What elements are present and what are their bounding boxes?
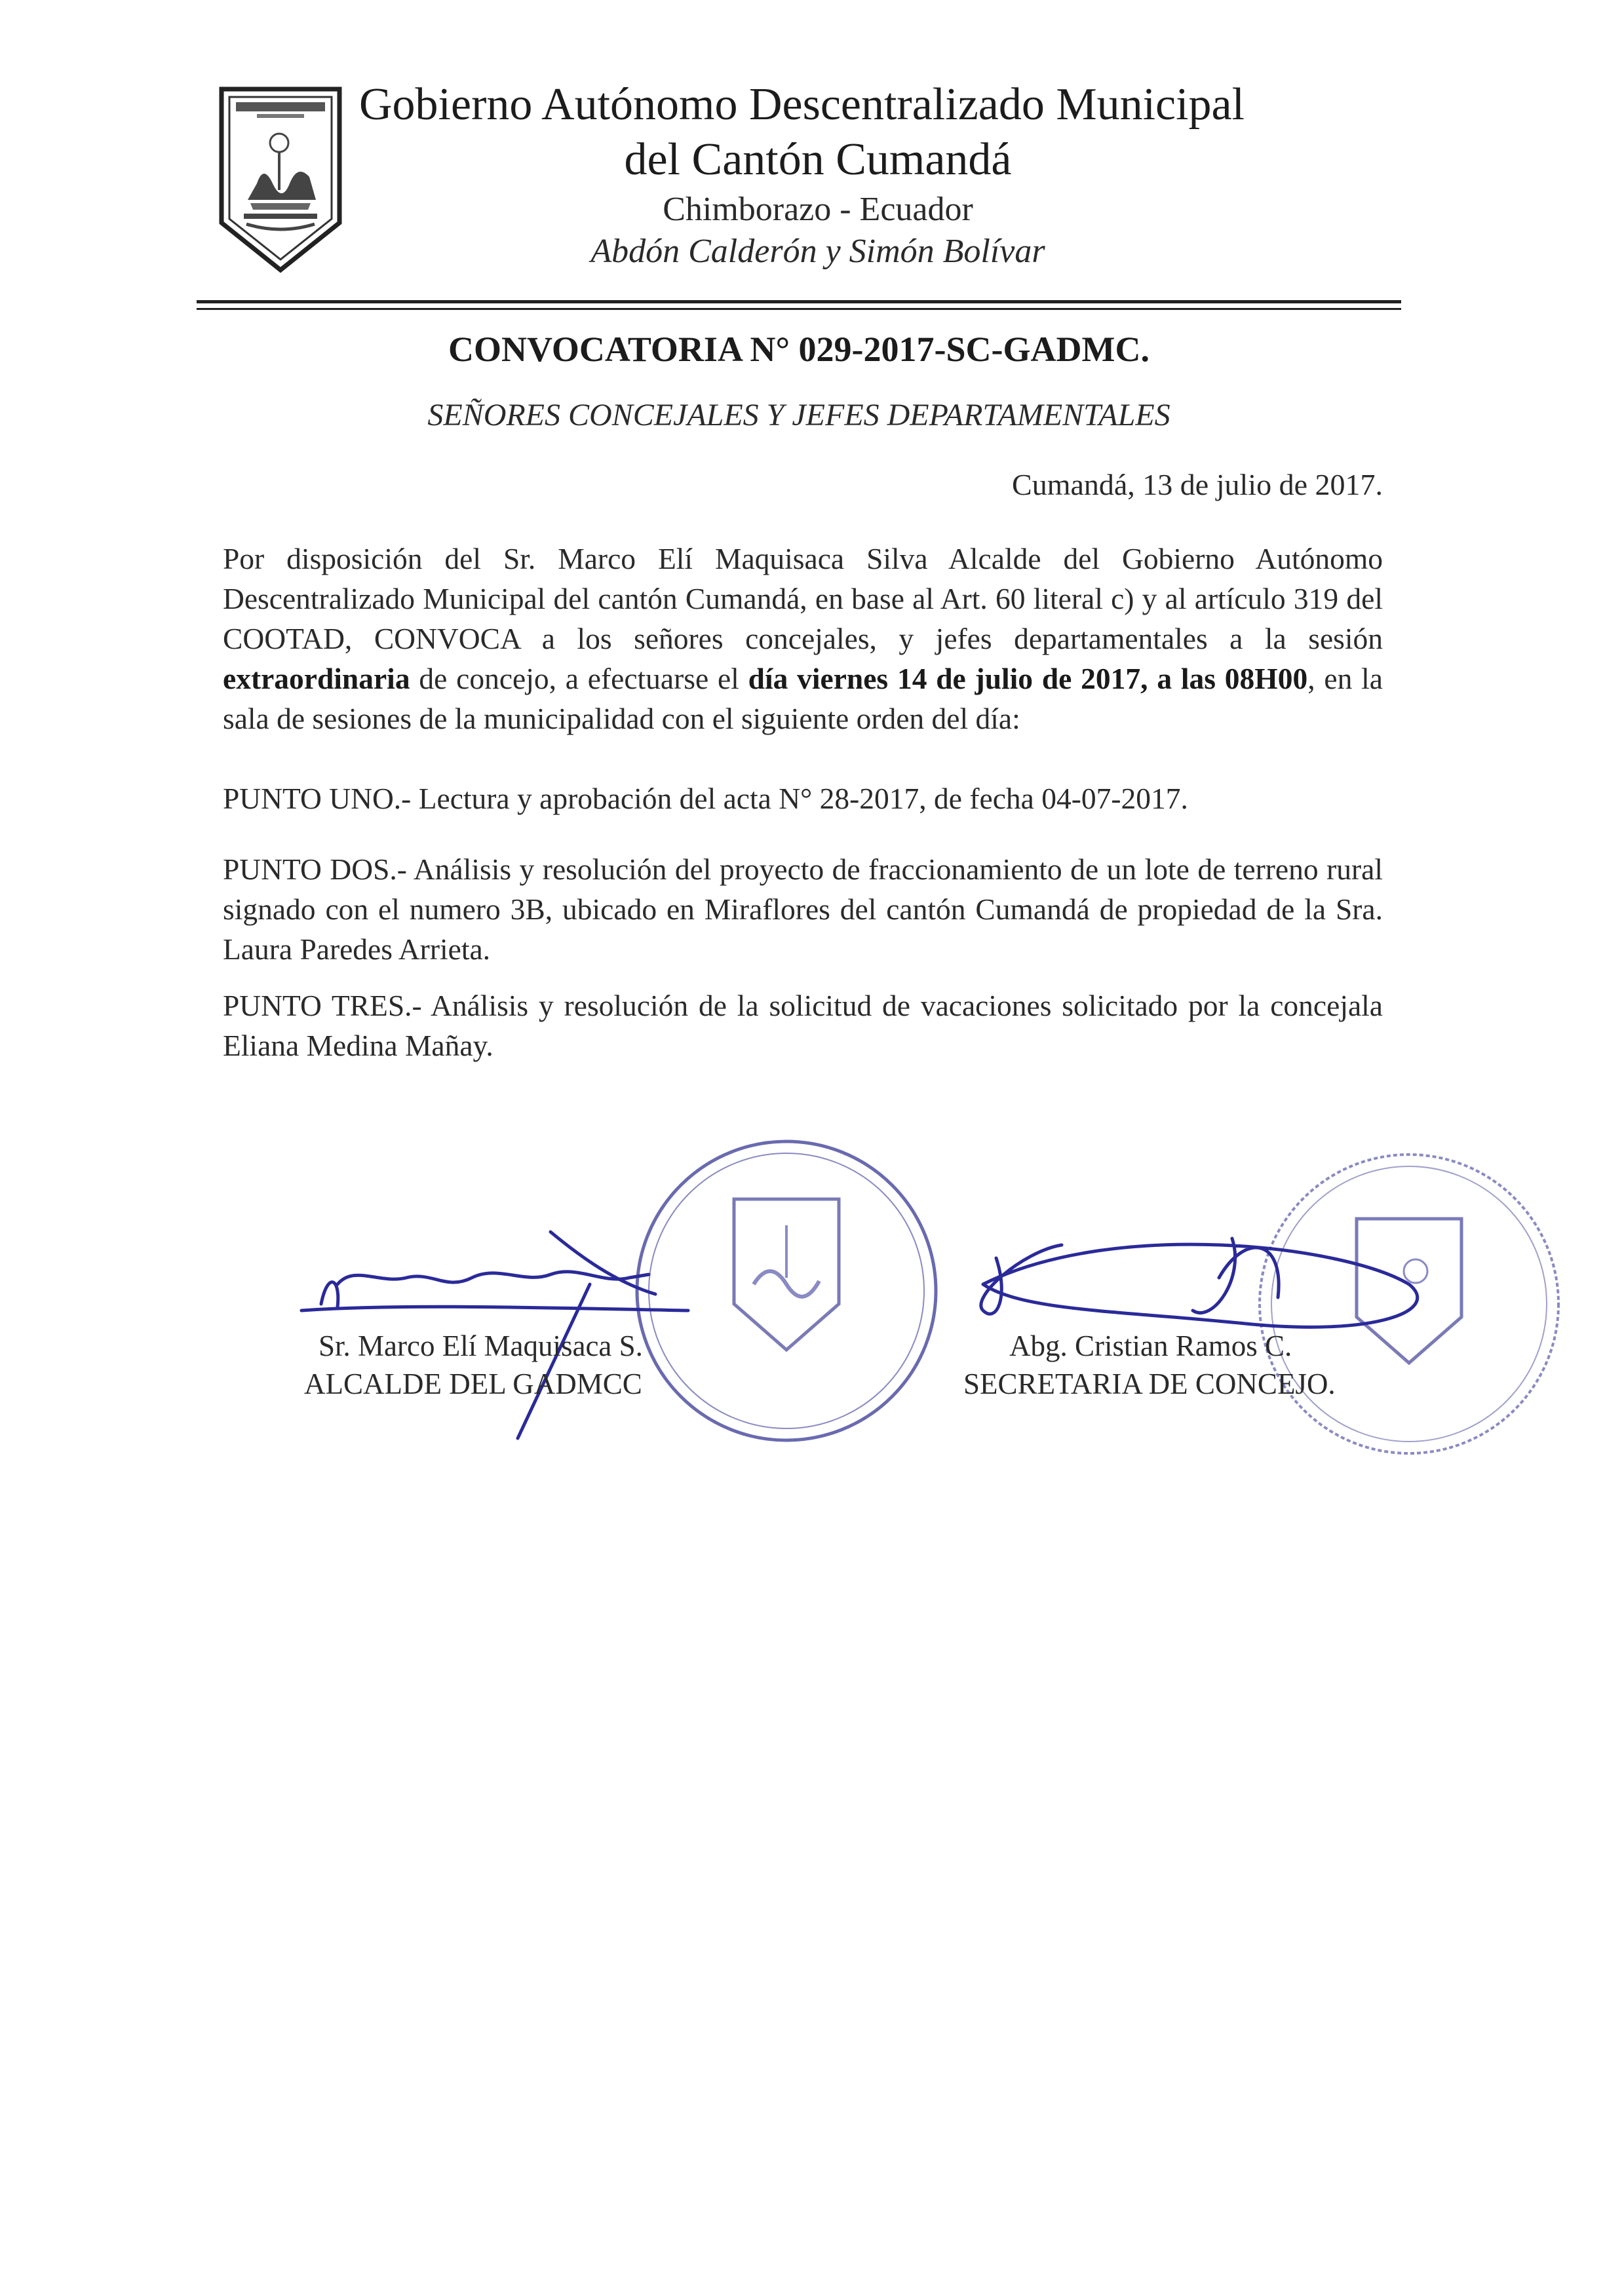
alcaldia-stamp	[637, 1141, 936, 1440]
convocation-paragraph	[223, 539, 1383, 738]
secretary-stamp	[1260, 1155, 1558, 1453]
institution-name-line2: del Cantón Cumandá	[624, 134, 1012, 185]
paragraph-text: de concejo, a efectuarse el	[410, 662, 748, 695]
document-date: Cumandá, 13 de julio de 2017.	[1012, 468, 1383, 501]
mayor-role: ALCALDE DEL GADMCC	[304, 1368, 642, 1400]
paragraph-text: Por disposición del Sr. Marco Elí Maquisaca Silva Alcalde del Gobierno Autónomo Descentralizado Municipal del cantón Cumandá, en base al Art. 60 literal c) y al artículo 319 del COOTAD, CONVOCA a los señores concejales, y jefes departamentales a la sesión	[223, 542, 1383, 655]
institution-name-line1: Gobierno Autónomo Descentralizado Municipal	[359, 79, 1245, 130]
header-divider-top	[197, 300, 1401, 303]
municipal-logo	[218, 85, 343, 275]
province-country: Chimborazo - Ecuador	[663, 191, 973, 228]
motto: Abdón Calderón y Simón Bolívar	[590, 233, 1045, 270]
coat-of-arms-icon	[218, 85, 343, 275]
header-divider-bottom	[197, 308, 1401, 310]
paragraph-text: , en la sala de sesiones de la municipalidad con el siguiente orden del día:	[223, 662, 1383, 735]
mayor-name: Sr. Marco Elí Maquisaca S.	[319, 1330, 643, 1362]
agenda-item-1: PUNTO UNO.- Lectura y aprobación del acta N° 28-2017, de fecha 04-07-2017.	[223, 782, 1188, 815]
agenda-item-2: PUNTO DOS.- Análisis y resolución del proyecto de fraccionamiento de un lote de terreno rural signado con el numero 3B, ubicado en Miraflores del cantón Cumandá de propiedad de la Sra. Laura Paredes Arrieta.	[223, 852, 1383, 966]
signature-area	[0, 1114, 1624, 1481]
session-datetime: día viernes 14 de julio de 2017, a las 08H00	[748, 662, 1308, 695]
secretary-name: Abg. Cristian Ramos C.	[1009, 1330, 1292, 1362]
session-type: extraordinaria	[223, 662, 410, 695]
agenda-item-3: PUNTO TRES.- Análisis y resolución de la solicitud de vacaciones solicitado por la concejala Eliana Medina Mañay.	[223, 989, 1383, 1062]
document-title: CONVOCATORIA N° 029-2017-SC-GADMC.	[448, 330, 1150, 369]
addressee: SEÑORES CONCEJALES Y JEFES DEPARTAMENTALES	[427, 398, 1170, 432]
secretary-role: SECRETARIA DE CONCEJO.	[963, 1368, 1336, 1400]
